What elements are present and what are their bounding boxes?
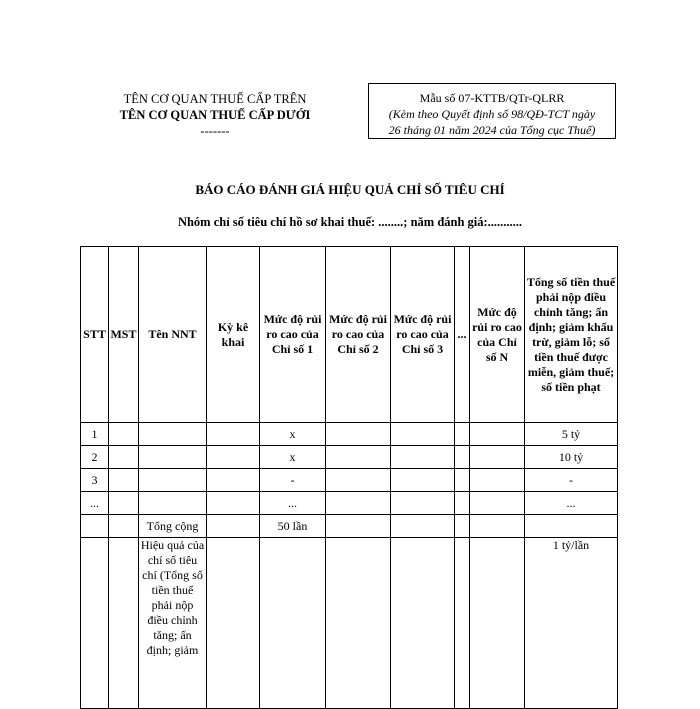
cell-index-3 [391, 446, 455, 469]
cell-stt: 3 [81, 469, 109, 492]
eff-cell-index-3 [391, 538, 455, 709]
header-risk-index-n: Mức độ rủi ro cao của Chỉ số N [470, 247, 525, 423]
cell-mst [109, 469, 139, 492]
efficiency-label: Hiệu quả của chỉ số tiêu chí (Tổng số tiền thuế phải nộp điều chỉnh tăng; ấn định; giảm [139, 538, 207, 709]
eff-cell-index-2 [326, 538, 391, 709]
cell-index-1: ... [260, 492, 326, 515]
cell-index-2 [326, 423, 391, 446]
cell-name [139, 469, 207, 492]
cell-period [207, 446, 260, 469]
cell-stt: ... [81, 492, 109, 515]
table-row [81, 446, 618, 469]
cell-mst [109, 492, 139, 515]
header-declaration-period: Kỳ kê khai [207, 247, 260, 423]
total-cell-index-3 [391, 515, 455, 538]
header-ellipsis: ... [455, 247, 470, 423]
cell-stt: 1 [81, 423, 109, 446]
cell-index-n [470, 423, 525, 446]
table-row [81, 469, 618, 492]
table-header-row [81, 247, 618, 423]
cell-index-n [470, 469, 525, 492]
report-subtitle: Nhóm chỉ số tiêu chí hồ sơ khai thuế: ........; năm đánh giá:........... [177, 215, 523, 229]
efficiency-row [81, 538, 618, 709]
report-table [80, 246, 618, 709]
table-row [81, 423, 618, 446]
cell-index-2 [326, 492, 391, 515]
cell-total: - [525, 469, 618, 492]
cell-index-2 [326, 469, 391, 492]
cell-index-1: x [260, 446, 326, 469]
header-separator: ------- [200, 124, 230, 138]
upper-agency-name: TÊN CƠ QUAN THUẾ CẤP TRÊN [123, 92, 307, 106]
total-cell-mst [109, 515, 139, 538]
cell-index-3 [391, 423, 455, 446]
cell-mst [109, 423, 139, 446]
cell-index-3 [391, 492, 455, 515]
cell-index-1: x [260, 423, 326, 446]
cell-ellipsis [455, 446, 470, 469]
cell-index-n [470, 492, 525, 515]
total-cell-period [207, 515, 260, 538]
form-ref-line-2: 26 tháng 01 năm 2024 của Tổng cục Thuế) [388, 123, 596, 137]
total-index-1: 50 lần [260, 515, 326, 538]
eff-cell-mst [109, 538, 139, 709]
total-cell-ellipsis [455, 515, 470, 538]
header-risk-index-2: Mức độ rủi ro cao của Chỉ số 2 [326, 247, 391, 423]
report-title: BÁO CÁO ĐÁNH GIÁ HIỆU QUẢ CHỈ SỐ TIÊU CHÍ [195, 182, 505, 197]
cell-index-3 [391, 469, 455, 492]
cell-name [139, 446, 207, 469]
header-mst: MST [109, 247, 139, 423]
cell-name [139, 492, 207, 515]
cell-period [207, 423, 260, 446]
cell-index-1: - [260, 469, 326, 492]
cell-total: 10 tỷ [525, 446, 618, 469]
header-stt: STT [81, 247, 109, 423]
cell-index-n [470, 446, 525, 469]
table-row [81, 492, 618, 515]
agency-header [100, 91, 330, 139]
eff-cell-index-1 [260, 538, 326, 709]
header-taxpayer-name: Tên NNT [139, 247, 207, 423]
eff-cell-ellipsis [455, 538, 470, 709]
eff-cell-period [207, 538, 260, 709]
eff-cell-index-n [470, 538, 525, 709]
efficiency-value: 1 tỷ/lần [525, 538, 618, 709]
cell-total: ... [525, 492, 618, 515]
eff-cell-stt [81, 538, 109, 709]
form-code: Mẫu số 07-KTTB/QTr-QLRR [419, 91, 565, 105]
total-row [81, 515, 618, 538]
cell-index-2 [326, 446, 391, 469]
total-cell-total [525, 515, 618, 538]
total-cell-index-2 [326, 515, 391, 538]
total-cell-index-n [470, 515, 525, 538]
total-cell-stt [81, 515, 109, 538]
header-risk-index-1: Mức độ rủi ro cao của Chỉ số 1 [260, 247, 326, 423]
cell-mst [109, 446, 139, 469]
lower-agency-name: TÊN CƠ QUAN THUẾ CẤP DƯỚI [119, 108, 311, 122]
cell-ellipsis [455, 492, 470, 515]
cell-total: 5 tỷ [525, 423, 618, 446]
form-ref-line-1: (Kèm theo Quyết định số 98/QĐ-TCT ngày [388, 107, 596, 121]
cell-period [207, 492, 260, 515]
cell-name [139, 423, 207, 446]
total-label: Tổng cộng [139, 515, 207, 538]
cell-period [207, 469, 260, 492]
header-total-tax-amount: Tổng số tiền thuế phải nộp điều chỉnh tăng; ấn định; giảm khấu trừ, giảm lỗ; số tiền thuế được miễn, giảm thuế; số tiền phạt [525, 247, 618, 423]
form-reference-box [368, 83, 616, 139]
cell-stt: 2 [81, 446, 109, 469]
cell-ellipsis [455, 469, 470, 492]
header-risk-index-3: Mức độ rủi ro cao của Chỉ số 3 [391, 247, 455, 423]
cell-ellipsis [455, 423, 470, 446]
